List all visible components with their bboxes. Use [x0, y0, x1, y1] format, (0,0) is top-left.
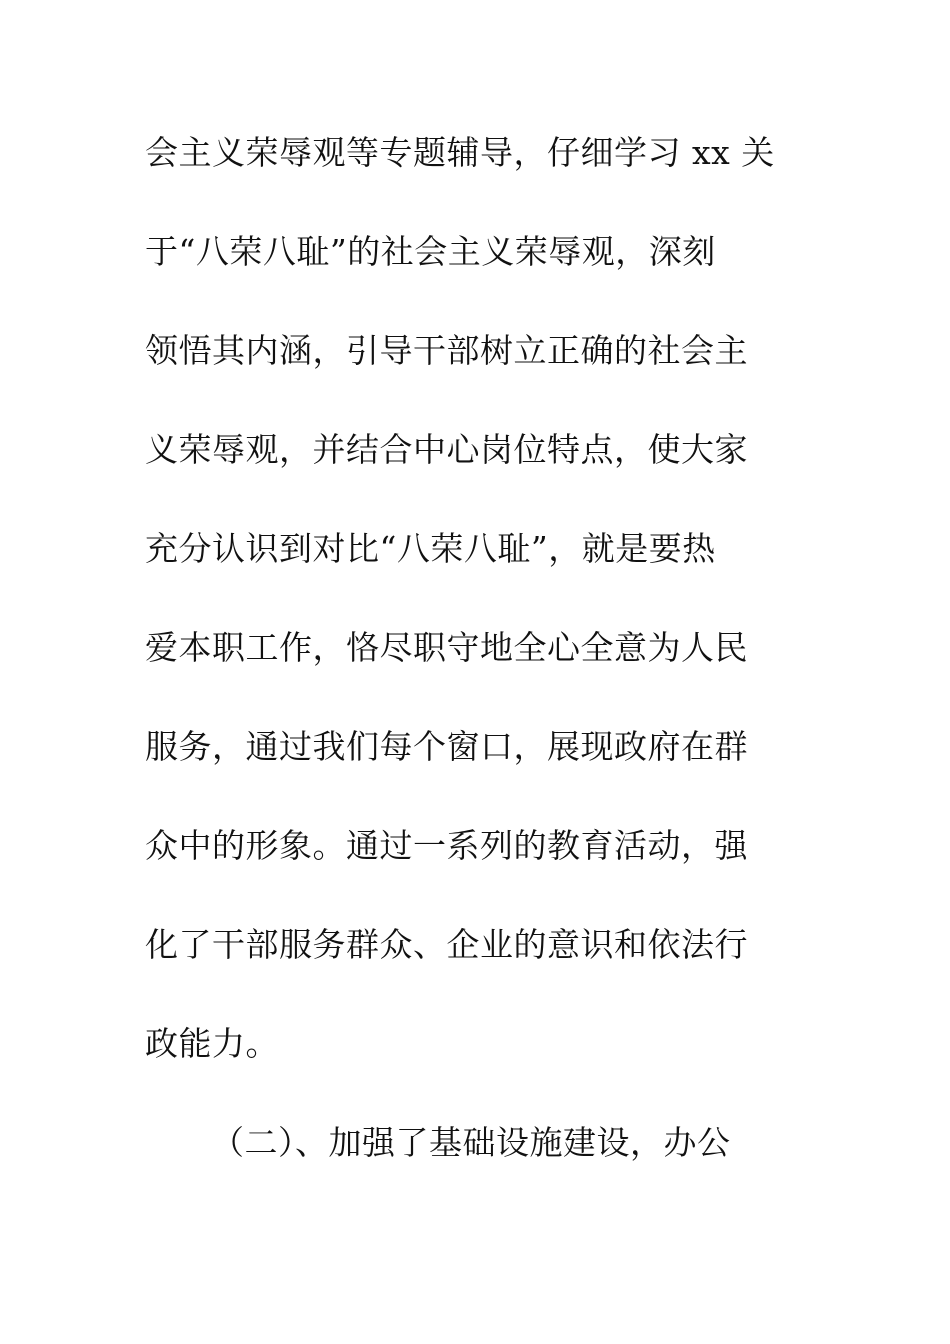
text-line: 政能力。: [145, 1024, 279, 1063]
text-line: 于“八荣八耻”的社会主义荣辱观，深刻: [145, 232, 716, 271]
body-text: [145, 123, 805, 1212]
text-line: 服务，通过我们每个窗口，展现政府在群: [145, 727, 748, 766]
section-heading-line: （二）、加强了基础设施建设，办公: [211, 1123, 731, 1162]
text-line: 义荣辱观，并结合中心岗位特点，使大家: [145, 430, 748, 469]
text-line: 众中的形象。通过一系列的教育活动，强: [145, 826, 748, 865]
text-line: 充分认识到对比“八荣八耻”，就是要热: [145, 529, 716, 568]
text-line: 化了干部服务群众、企业的意识和依法行: [145, 925, 748, 964]
text-line: 会主义荣辱观等专题辅导，仔细学习 xx 关: [145, 133, 775, 172]
text-line: 领悟其内涵，引导干部树立正确的社会主: [145, 331, 748, 370]
text-line: 爱本职工作，恪尽职守地全心全意为人民: [145, 628, 748, 667]
